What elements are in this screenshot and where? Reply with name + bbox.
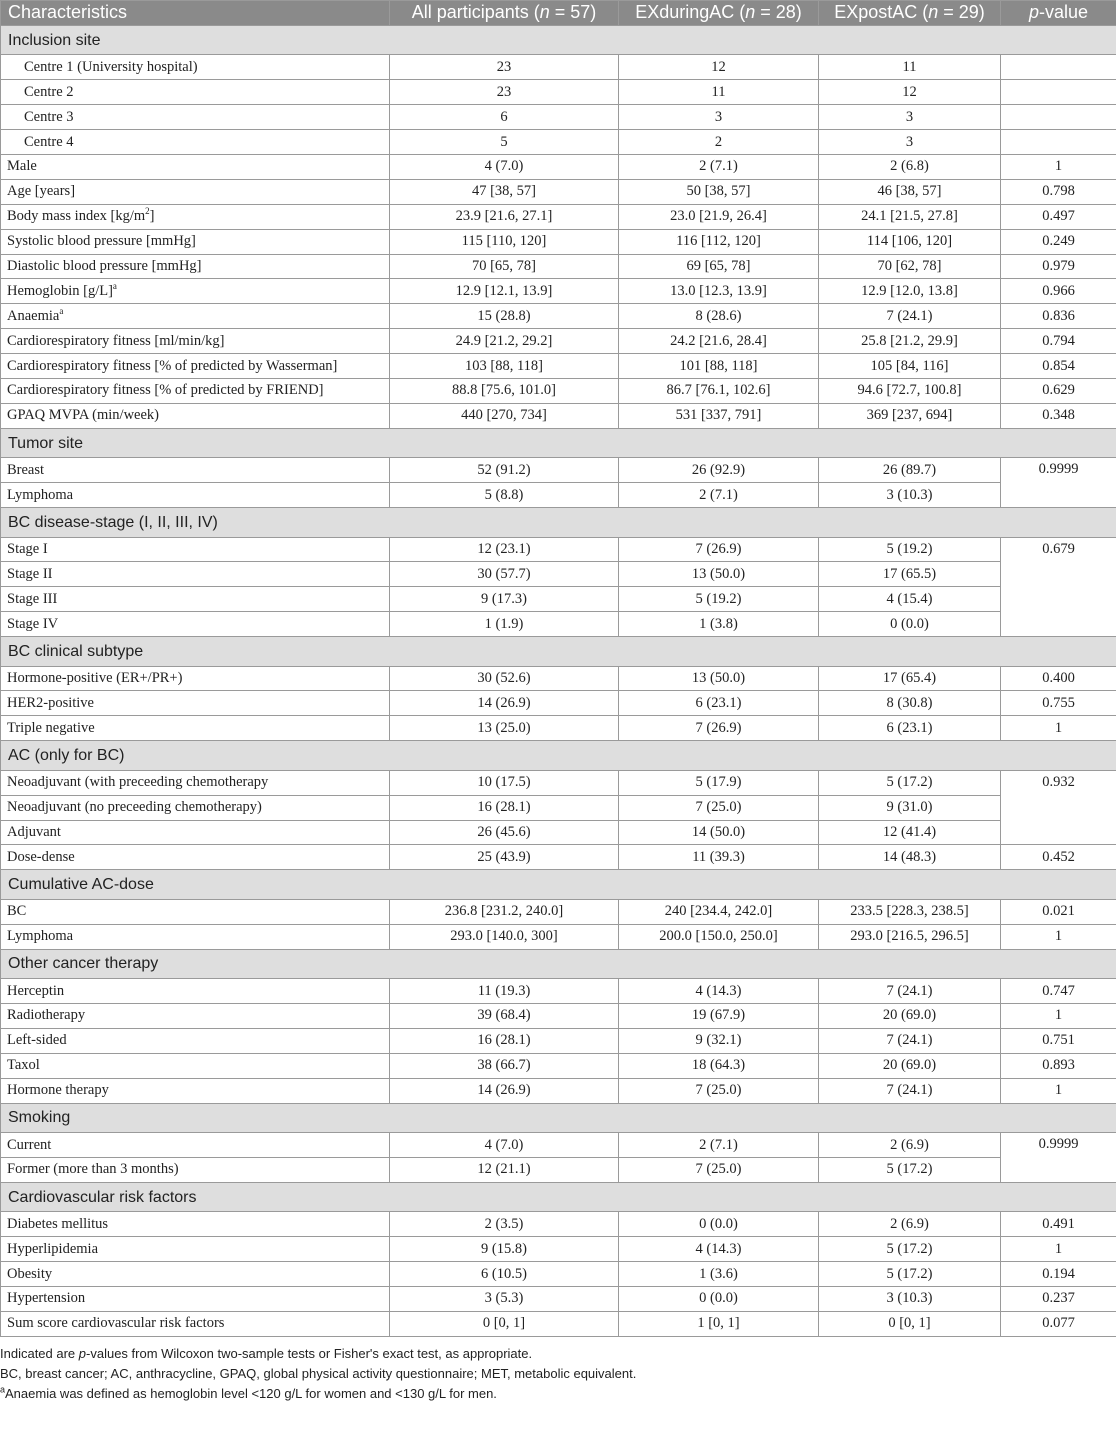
table-row xyxy=(1,691,1116,716)
row-label: Triple negative xyxy=(1,716,390,741)
section-row xyxy=(1,508,1116,538)
value-cell: 7 (25.0) xyxy=(619,1157,819,1182)
row-label: Dose-dense xyxy=(1,845,390,870)
row-label: Former (more than 3 months) xyxy=(1,1157,390,1182)
table-row xyxy=(1,770,1116,795)
p-value-cell: 0.751 xyxy=(1001,1028,1116,1053)
value-cell: 69 [65, 78] xyxy=(619,254,819,279)
value-cell: 440 [270, 734] xyxy=(390,403,619,428)
section-row xyxy=(1,25,1116,55)
row-label: Obesity xyxy=(1,1262,390,1287)
row-label: Centre 4 xyxy=(1,130,390,155)
p-value-cell: 0.979 xyxy=(1001,254,1116,279)
p-value-cell: 0.932 xyxy=(1001,770,1116,845)
value-cell: 7 (24.1) xyxy=(819,304,1001,329)
table-row xyxy=(1,354,1116,379)
table-row xyxy=(1,329,1116,354)
section-row xyxy=(1,428,1116,458)
value-cell: 8 (28.6) xyxy=(619,304,819,329)
p-value-cell: 0.854 xyxy=(1001,354,1116,379)
p-value-cell: 0.755 xyxy=(1001,691,1116,716)
value-cell: 2 (7.1) xyxy=(619,154,819,179)
row-label: Neoadjuvant (no preceeding chemotherapy) xyxy=(1,795,390,820)
value-cell: 2 (7.1) xyxy=(619,1133,819,1158)
p-value-cell: 0.966 xyxy=(1001,279,1116,304)
p-value-cell: 0.9999 xyxy=(1001,458,1116,508)
value-cell: 12 (41.4) xyxy=(819,820,1001,845)
value-cell: 7 (26.9) xyxy=(619,716,819,741)
table-row xyxy=(1,229,1116,254)
p-value-cell: 1 xyxy=(1001,716,1116,741)
value-cell: 86.7 [76.1, 102.6] xyxy=(619,378,819,403)
value-cell: 7 (26.9) xyxy=(619,537,819,562)
value-cell: 0 (0.0) xyxy=(619,1287,819,1312)
value-cell: 23.9 [21.6, 27.1] xyxy=(390,204,619,229)
table-row xyxy=(1,1311,1116,1336)
row-label: Sum score cardiovascular risk factors xyxy=(1,1311,390,1336)
value-cell: 39 (68.4) xyxy=(390,1004,619,1029)
p-value-cell: 0.491 xyxy=(1001,1212,1116,1237)
value-cell: 293.0 [216.5, 296.5] xyxy=(819,924,1001,949)
column-header: p-value xyxy=(1001,1,1116,26)
value-cell: 369 [237, 694] xyxy=(819,403,1001,428)
value-cell: 23.0 [21.9, 26.4] xyxy=(619,204,819,229)
value-cell: 101 [88, 118] xyxy=(619,354,819,379)
value-cell: 6 (23.1) xyxy=(619,691,819,716)
value-cell: 240 [234.4, 242.0] xyxy=(619,899,819,924)
p-value-cell: 0.798 xyxy=(1001,179,1116,204)
row-label: Body mass index $[kg/m^2]$ xyxy=(1,204,390,229)
table-row xyxy=(1,1078,1116,1103)
value-cell: 7 (25.0) xyxy=(619,1078,819,1103)
table-row xyxy=(1,666,1116,691)
row-label: Male xyxy=(1,154,390,179)
value-cell: 6 xyxy=(390,105,619,130)
value-cell: 11 (39.3) xyxy=(619,845,819,870)
value-cell: 15 (28.8) xyxy=(390,304,619,329)
header-row xyxy=(1,1,1116,26)
value-cell: 14 (26.9) xyxy=(390,1078,619,1103)
row-label: Hormone therapy xyxy=(1,1078,390,1103)
footnote-tests: Indicated are p-values from Wilcoxon two-sample tests or Fisher's exact test, as appropriate. xyxy=(0,1345,533,1361)
p-value-cell: 1 xyxy=(1001,1004,1116,1029)
p-value-cell: 0.9999 xyxy=(1001,1133,1116,1183)
value-cell: 25.8 [21.2, 29.9] xyxy=(819,329,1001,354)
table-row xyxy=(1,820,1116,845)
row-label: Lymphoma xyxy=(1,483,390,508)
value-cell: 2 (6.8) xyxy=(819,154,1001,179)
table-row xyxy=(1,1028,1116,1053)
table-row xyxy=(1,795,1116,820)
value-cell: 1 (3.8) xyxy=(619,612,819,637)
value-cell: 24.2 [21.6, 28.4] xyxy=(619,329,819,354)
value-cell: 26 (89.7) xyxy=(819,458,1001,483)
value-cell: 13 (50.0) xyxy=(619,666,819,691)
row-label: Diabetes mellitus xyxy=(1,1212,390,1237)
value-cell: 70 [65, 78] xyxy=(390,254,619,279)
value-cell: 4 (14.3) xyxy=(619,979,819,1004)
p-value-cell: 0.249 xyxy=(1001,229,1116,254)
value-cell: 23 xyxy=(390,55,619,80)
value-cell: 9 (32.1) xyxy=(619,1028,819,1053)
section-row xyxy=(1,1103,1116,1133)
section-row xyxy=(1,637,1116,667)
value-cell: 2 (3.5) xyxy=(390,1212,619,1237)
value-cell: 6 (10.5) xyxy=(390,1262,619,1287)
value-cell: 2 (7.1) xyxy=(619,483,819,508)
value-cell: 4 (14.3) xyxy=(619,1237,819,1262)
row-label: Systolic blood pressure [mmHg] xyxy=(1,229,390,254)
table-row xyxy=(1,458,1116,483)
value-cell: 14 (26.9) xyxy=(390,691,619,716)
column-header: EXduringAC (n = 28) xyxy=(619,1,819,26)
table-row xyxy=(1,587,1116,612)
section-title: Other cancer therapy xyxy=(1,949,1116,979)
row-label: Cardiorespiratory fitness [% of predicted by FRIEND] xyxy=(1,378,390,403)
p-value-cell: 0.497 xyxy=(1001,204,1116,229)
section-title: Cumulative AC-dose xyxy=(1,870,1116,900)
value-cell: 2 (6.9) xyxy=(819,1133,1001,1158)
value-cell: 1 (1.9) xyxy=(390,612,619,637)
section-row xyxy=(1,870,1116,900)
table-row xyxy=(1,537,1116,562)
p-value-cell: 1 xyxy=(1001,924,1116,949)
value-cell: 13.0 [12.3, 13.9] xyxy=(619,279,819,304)
value-cell: 38 (66.7) xyxy=(390,1053,619,1078)
table-row xyxy=(1,1262,1116,1287)
table-row xyxy=(1,924,1116,949)
value-cell: 16 (28.1) xyxy=(390,1028,619,1053)
table-row xyxy=(1,1212,1116,1237)
footnote-abbreviations: BC, breast cancer; AC, anthracycline, GPAQ, global physical activity questionnaire; MET, metabolic equivalent. xyxy=(0,1365,637,1381)
section-title: AC (only for BC) xyxy=(1,741,1116,771)
value-cell: 0 [0, 1] xyxy=(819,1311,1001,1336)
value-cell: 11 xyxy=(619,80,819,105)
column-header: All participants (n = 57) xyxy=(390,1,619,26)
value-cell: 5 (17.2) xyxy=(819,1237,1001,1262)
value-cell: 16 (28.1) xyxy=(390,795,619,820)
value-cell: 9 (17.3) xyxy=(390,587,619,612)
value-cell: 3 (10.3) xyxy=(819,1287,1001,1312)
p-value-cell: 1 xyxy=(1001,154,1116,179)
value-cell: 7 (25.0) xyxy=(619,795,819,820)
value-cell: 11 xyxy=(819,55,1001,80)
row-label: Anaemia$^a$ xyxy=(1,304,390,329)
value-cell: 3 (5.3) xyxy=(390,1287,619,1312)
p-value-cell: 0.021 xyxy=(1001,899,1116,924)
section-row xyxy=(1,1182,1116,1212)
row-label: GPAQ MVPA (min/week) xyxy=(1,403,390,428)
value-cell: 2 (6.9) xyxy=(819,1212,1001,1237)
value-cell: 2 xyxy=(619,130,819,155)
value-cell: 30 (57.7) xyxy=(390,562,619,587)
value-cell: 233.5 [228.3, 238.5] xyxy=(819,899,1001,924)
value-cell: 30 (52.6) xyxy=(390,666,619,691)
column-header: Characteristics xyxy=(1,1,390,26)
value-cell: 200.0 [150.0, 250.0] xyxy=(619,924,819,949)
value-cell: 5 (8.8) xyxy=(390,483,619,508)
value-cell: 19 (67.9) xyxy=(619,1004,819,1029)
value-cell: 293.0 [140.0, 300] xyxy=(390,924,619,949)
table-row xyxy=(1,179,1116,204)
value-cell: 1 [0, 1] xyxy=(619,1311,819,1336)
value-cell: 17 (65.4) xyxy=(819,666,1001,691)
value-cell: 0 [0, 1] xyxy=(390,1311,619,1336)
p-value-cell: 0.893 xyxy=(1001,1053,1116,1078)
value-cell: 47 [38, 57] xyxy=(390,179,619,204)
value-cell: 236.8 [231.2, 240.0] xyxy=(390,899,619,924)
table-row xyxy=(1,1237,1116,1262)
row-label: Stage I xyxy=(1,537,390,562)
value-cell: 5 (17.2) xyxy=(819,770,1001,795)
row-label: Taxol xyxy=(1,1053,390,1078)
p-value-cell xyxy=(1001,105,1116,130)
table-row xyxy=(1,612,1116,637)
table-row xyxy=(1,254,1116,279)
value-cell: 24.1 [21.5, 27.8] xyxy=(819,204,1001,229)
table-row xyxy=(1,154,1116,179)
table-row xyxy=(1,1053,1116,1078)
table-row xyxy=(1,279,1116,304)
value-cell: 7 (24.1) xyxy=(819,1078,1001,1103)
p-value-cell: 0.794 xyxy=(1001,329,1116,354)
p-value-cell xyxy=(1001,55,1116,80)
table-row xyxy=(1,1157,1116,1182)
p-value-cell: 0.400 xyxy=(1001,666,1116,691)
value-cell: 3 xyxy=(619,105,819,130)
table-body xyxy=(1,25,1116,1336)
value-cell: 7 (24.1) xyxy=(819,1028,1001,1053)
footnote-anaemia: $^a$Anaemia was defined as hemoglobin level <120 g/L for women and <130 g/L for men. xyxy=(0,1384,497,1401)
row-label: Current xyxy=(1,1133,390,1158)
p-value-cell: 0.077 xyxy=(1001,1311,1116,1336)
section-title: BC disease-stage (I, II, III, IV) xyxy=(1,508,1116,538)
value-cell: 25 (43.9) xyxy=(390,845,619,870)
section-row xyxy=(1,741,1116,771)
table-row xyxy=(1,979,1116,1004)
p-value-cell: 0.348 xyxy=(1001,403,1116,428)
value-cell: 105 [84, 116] xyxy=(819,354,1001,379)
table-row xyxy=(1,55,1116,80)
row-label: Diastolic blood pressure [mmHg] xyxy=(1,254,390,279)
value-cell: 26 (92.9) xyxy=(619,458,819,483)
row-label: Herceptin xyxy=(1,979,390,1004)
row-label: Hypertension xyxy=(1,1287,390,1312)
value-cell: 18 (64.3) xyxy=(619,1053,819,1078)
row-label: Lymphoma xyxy=(1,924,390,949)
p-value-cell xyxy=(1001,130,1116,155)
value-cell: 114 [106, 120] xyxy=(819,229,1001,254)
value-cell: 9 (15.8) xyxy=(390,1237,619,1262)
value-cell: 12 xyxy=(619,55,819,80)
row-label: Neoadjuvant (with preceeding chemotherapy xyxy=(1,770,390,795)
table-row xyxy=(1,204,1116,229)
value-cell: 5 (17.2) xyxy=(819,1157,1001,1182)
table-row xyxy=(1,845,1116,870)
row-label: HER2-positive xyxy=(1,691,390,716)
row-label: BC xyxy=(1,899,390,924)
p-value-cell: 1 xyxy=(1001,1237,1116,1262)
p-value-cell: 0.629 xyxy=(1001,378,1116,403)
value-cell: 3 xyxy=(819,130,1001,155)
p-value-cell: 0.747 xyxy=(1001,979,1116,1004)
value-cell: 17 (65.5) xyxy=(819,562,1001,587)
value-cell: 4 (7.0) xyxy=(390,1133,619,1158)
row-label: Breast xyxy=(1,458,390,483)
value-cell: 88.8 [75.6, 101.0] xyxy=(390,378,619,403)
table-footnotes xyxy=(0,1337,1116,1404)
value-cell: 12.9 [12.1, 13.9] xyxy=(390,279,619,304)
section-title: Smoking xyxy=(1,1103,1116,1133)
table-row xyxy=(1,483,1116,508)
value-cell: 12 (21.1) xyxy=(390,1157,619,1182)
value-cell: 4 (15.4) xyxy=(819,587,1001,612)
table-row xyxy=(1,1004,1116,1029)
row-label: Centre 3 xyxy=(1,105,390,130)
value-cell: 103 [88, 118] xyxy=(390,354,619,379)
p-value-cell: 1 xyxy=(1001,1078,1116,1103)
row-label: Hyperlipidemia xyxy=(1,1237,390,1262)
table-row xyxy=(1,716,1116,741)
value-cell: 8 (30.8) xyxy=(819,691,1001,716)
value-cell: 12 (23.1) xyxy=(390,537,619,562)
section-title: Inclusion site xyxy=(1,25,1116,55)
value-cell: 1 (3.6) xyxy=(619,1262,819,1287)
p-value-cell: 0.237 xyxy=(1001,1287,1116,1312)
value-cell: 20 (69.0) xyxy=(819,1004,1001,1029)
value-cell: 20 (69.0) xyxy=(819,1053,1001,1078)
table-row xyxy=(1,130,1116,155)
value-cell: 3 (10.3) xyxy=(819,483,1001,508)
value-cell: 13 (50.0) xyxy=(619,562,819,587)
row-label: Adjuvant xyxy=(1,820,390,845)
value-cell: 13 (25.0) xyxy=(390,716,619,741)
table-row xyxy=(1,378,1116,403)
table-row xyxy=(1,403,1116,428)
table-row xyxy=(1,1133,1116,1158)
value-cell: 52 (91.2) xyxy=(390,458,619,483)
value-cell: 70 [62, 78] xyxy=(819,254,1001,279)
row-label: Stage II xyxy=(1,562,390,587)
value-cell: 50 [38, 57] xyxy=(619,179,819,204)
row-label: Centre 2 xyxy=(1,80,390,105)
value-cell: 12.9 [12.0, 13.8] xyxy=(819,279,1001,304)
value-cell: 4 (7.0) xyxy=(390,154,619,179)
value-cell: 14 (50.0) xyxy=(619,820,819,845)
value-cell: 5 (17.9) xyxy=(619,770,819,795)
section-row xyxy=(1,949,1116,979)
value-cell: 5 (19.2) xyxy=(819,537,1001,562)
row-label: Cardiorespiratory fitness [ml/min/kg] xyxy=(1,329,390,354)
value-cell: 23 xyxy=(390,80,619,105)
value-cell: 10 (17.5) xyxy=(390,770,619,795)
value-cell: 3 xyxy=(819,105,1001,130)
table-row xyxy=(1,304,1116,329)
table-row xyxy=(1,899,1116,924)
p-value-cell: 0.452 xyxy=(1001,845,1116,870)
row-label: Stage III xyxy=(1,587,390,612)
value-cell: 531 [337, 791] xyxy=(619,403,819,428)
p-value-cell: 0.679 xyxy=(1001,537,1116,637)
row-label: Hemoglobin $[g/L]^a$ xyxy=(1,279,390,304)
section-title: BC clinical subtype xyxy=(1,637,1116,667)
value-cell: 46 [38, 57] xyxy=(819,179,1001,204)
value-cell: 9 (31.0) xyxy=(819,795,1001,820)
table-row xyxy=(1,562,1116,587)
value-cell: 116 [112, 120] xyxy=(619,229,819,254)
row-label: Radiotherapy xyxy=(1,1004,390,1029)
value-cell: 24.9 [21.2, 29.2] xyxy=(390,329,619,354)
value-cell: 0 (0.0) xyxy=(619,1212,819,1237)
table-row xyxy=(1,1287,1116,1312)
row-label: Left-sided xyxy=(1,1028,390,1053)
p-value-cell: 0.836 xyxy=(1001,304,1116,329)
value-cell: 94.6 [72.7, 100.8] xyxy=(819,378,1001,403)
value-cell: 26 (45.6) xyxy=(390,820,619,845)
value-cell: 5 (17.2) xyxy=(819,1262,1001,1287)
value-cell: 5 (19.2) xyxy=(619,587,819,612)
value-cell: 5 xyxy=(390,130,619,155)
value-cell: 14 (48.3) xyxy=(819,845,1001,870)
table-row xyxy=(1,105,1116,130)
section-title: Cardiovascular risk factors xyxy=(1,1182,1116,1212)
value-cell: 6 (23.1) xyxy=(819,716,1001,741)
p-value-cell: 0.194 xyxy=(1001,1262,1116,1287)
column-header: EXpostAC (n = 29) xyxy=(819,1,1001,26)
value-cell: 0 (0.0) xyxy=(819,612,1001,637)
row-label: Age [years] xyxy=(1,179,390,204)
row-label: Cardiorespiratory fitness [% of predicted by Wasserman] xyxy=(1,354,390,379)
row-label: Stage IV xyxy=(1,612,390,637)
value-cell: 11 (19.3) xyxy=(390,979,619,1004)
value-cell: 7 (24.1) xyxy=(819,979,1001,1004)
row-label: Hormone-positive (ER+/PR+) xyxy=(1,666,390,691)
p-value-cell xyxy=(1001,80,1116,105)
row-label: Centre 1 (University hospital) xyxy=(1,55,390,80)
section-title: Tumor site xyxy=(1,428,1116,458)
value-cell: 115 [110, 120] xyxy=(390,229,619,254)
table-row xyxy=(1,80,1116,105)
value-cell: 12 xyxy=(819,80,1001,105)
